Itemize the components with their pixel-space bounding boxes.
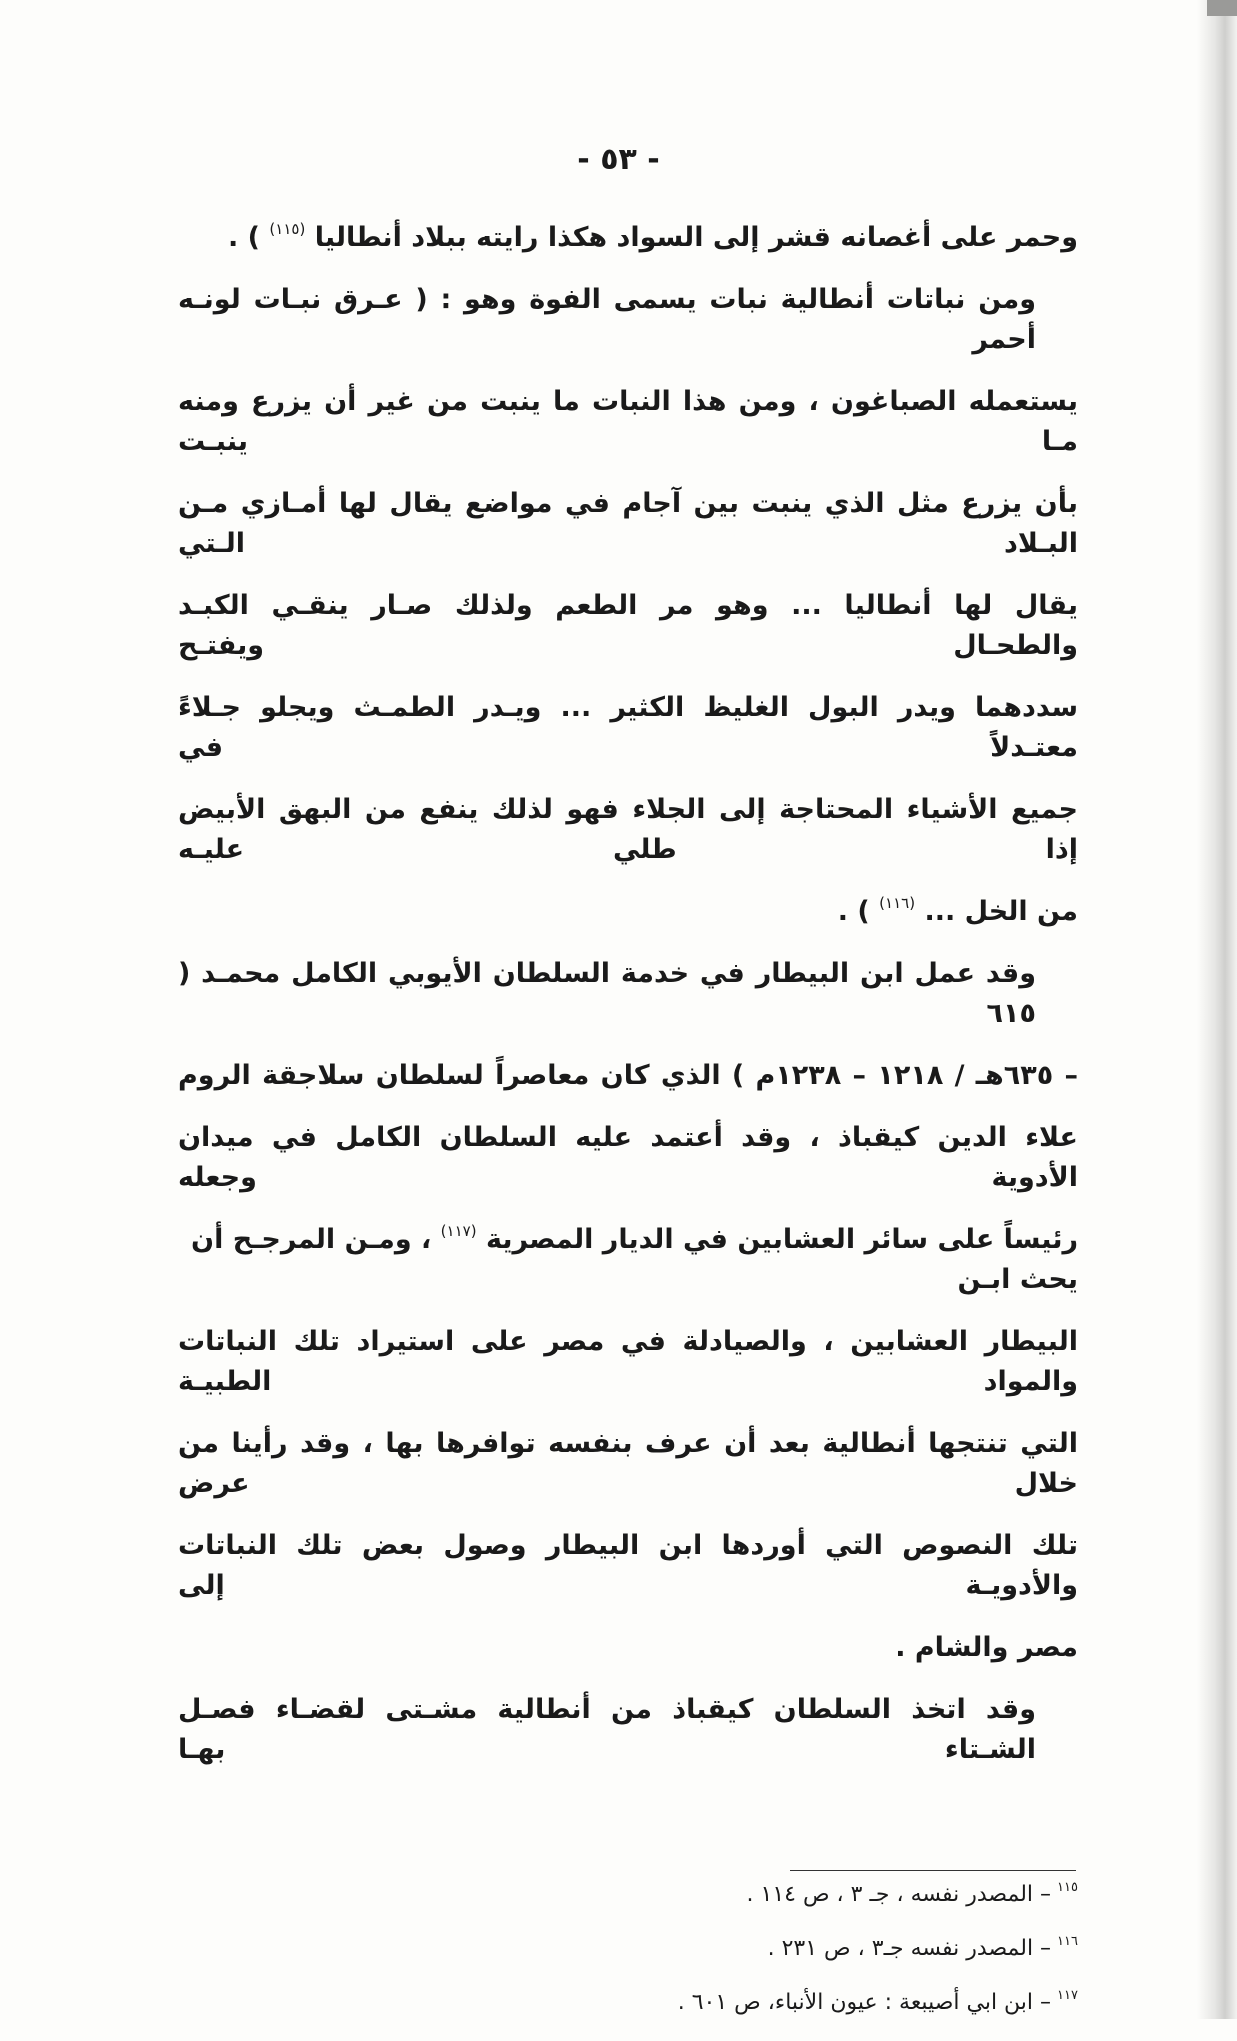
text-line <box>178 1424 1078 1504</box>
line-text: مصر والشام . <box>895 1632 1078 1663</box>
line-text: التي تنتجها أنطالية بعد أن عرف بنفسه توافرها بها ، وقد رأينا من خلال عرض <box>178 1428 1078 1499</box>
text-line <box>178 586 1078 666</box>
footnotes <box>178 1879 1078 2019</box>
scan-corner-mark <box>1207 0 1237 16</box>
line-text: – ٦٣٥هـ / ١٢١٨ – ١٢٣٨م ) الذي كان معاصراً لسلطان سلاجقة الروم <box>178 1060 1078 1091</box>
line-text: ومن نباتات أنطالية نبات يسمى الفوة وهو : ( عـرق نبـات لونـه أحمر <box>178 284 1036 355</box>
text-line <box>178 1690 1036 1770</box>
footnote <box>178 1879 1078 1911</box>
page-edge-shadow <box>1197 0 1237 2019</box>
text-line <box>178 1056 1078 1096</box>
body-text <box>178 218 1078 1770</box>
footnote-text: – ابن ابي أصيبعة : عيون الأنباء، ص ٦٠١ . <box>677 1990 1052 2015</box>
page <box>178 0 1078 2019</box>
line-text: تلك النصوص التي أوردها ابن البيطار وصول بعض تلك النباتات والأدويـة إلى <box>178 1530 1078 1601</box>
text-line <box>178 484 1078 564</box>
footnote-reference: (١١٥) <box>269 220 306 238</box>
line-text: علاء الدين كيقباذ ، وقد أعتمد عليه السلطان الكامل في ميدان الأدوية وجعله <box>178 1122 1078 1193</box>
text-line <box>178 1118 1078 1198</box>
line-text: البيطار العشابين ، والصيادلة في مصر على استيراد تلك النباتات والمواد الطبيـة <box>178 1326 1078 1397</box>
text-line <box>178 1628 1078 1668</box>
line-text: ، ومـن المرجـح أن يحث ابـن <box>191 1224 1078 1295</box>
line-text: ) . <box>837 896 880 927</box>
line-text: وقد اتخذ السلطان كيقباذ من أنطالية مشـتى لقضـاء فصـل الشـتاء بهـا <box>178 1694 1036 1765</box>
line-text: وحمر على أغصانه قشر إلى السواد هكذا رايته ببلاد أنطاليا <box>305 222 1078 253</box>
line-text: جميع الأشياء المحتاجة إلى الجلاء فهو لذلك ينفع من البهق الأبيض إذا طلي عليـه <box>178 794 1078 865</box>
footnote-divider <box>790 1870 1076 1871</box>
text-line <box>178 954 1036 1034</box>
line-text: رئيساً على سائر العشابين في الديار المصرية <box>476 1224 1078 1255</box>
line-text: وقد عمل ابن البيطار في خدمة السلطان الأيوبي الكامل محمـد ( ٦١٥ <box>178 958 1036 1029</box>
line-text: سددهما ويدر البول الغليظ الكثير ... ويـدر الطمـث ويجلو جـلاءً معتـدلاً في <box>178 692 1078 763</box>
text-line <box>178 688 1078 768</box>
text-line <box>178 1220 1078 1300</box>
footnote-text: – المصدر نفسه جـ٣ ، ص ٢٣١ . <box>767 1936 1052 1961</box>
footnote-reference: (١١٦) <box>879 894 916 912</box>
text-line <box>178 892 1078 932</box>
page-number: - ٥٣ - <box>577 142 660 177</box>
line-text: ) . <box>228 222 270 253</box>
footnote-number: ١١٦ <box>1057 1934 1078 1949</box>
text-line <box>178 1526 1078 1606</box>
footnote <box>178 1933 1078 1965</box>
text-line <box>178 280 1036 360</box>
text-line <box>178 218 1078 258</box>
text-line <box>178 1322 1078 1402</box>
footnote-number: ١١٥ <box>1057 1880 1078 1895</box>
footnote <box>178 1987 1078 2019</box>
line-text: من الخل ... <box>915 896 1078 927</box>
line-text: بأن يزرع مثل الذي ينبت بين آجام في مواضع يقال لها أمـازي مـن البـلاد الـتي <box>178 488 1078 559</box>
footnote-number: ١١٧ <box>1057 1988 1078 2003</box>
text-line <box>178 382 1078 462</box>
text-line <box>178 790 1078 870</box>
footnote-reference: (١١٧) <box>440 1222 477 1240</box>
line-text: يقال لها أنطاليا ... وهو مر الطعم ولذلك صـار ينقـي الكبـد والطحـال ويفتـح <box>178 590 1078 661</box>
footnote-text: – المصدر نفسه ، جـ ٣ ، ص ١١٤ . <box>746 1882 1052 1907</box>
line-text: يستعمله الصباغون ، ومن هذا النبات ما ينبت من غير أن يزرع ومنه مـا ينبـت <box>178 386 1078 457</box>
